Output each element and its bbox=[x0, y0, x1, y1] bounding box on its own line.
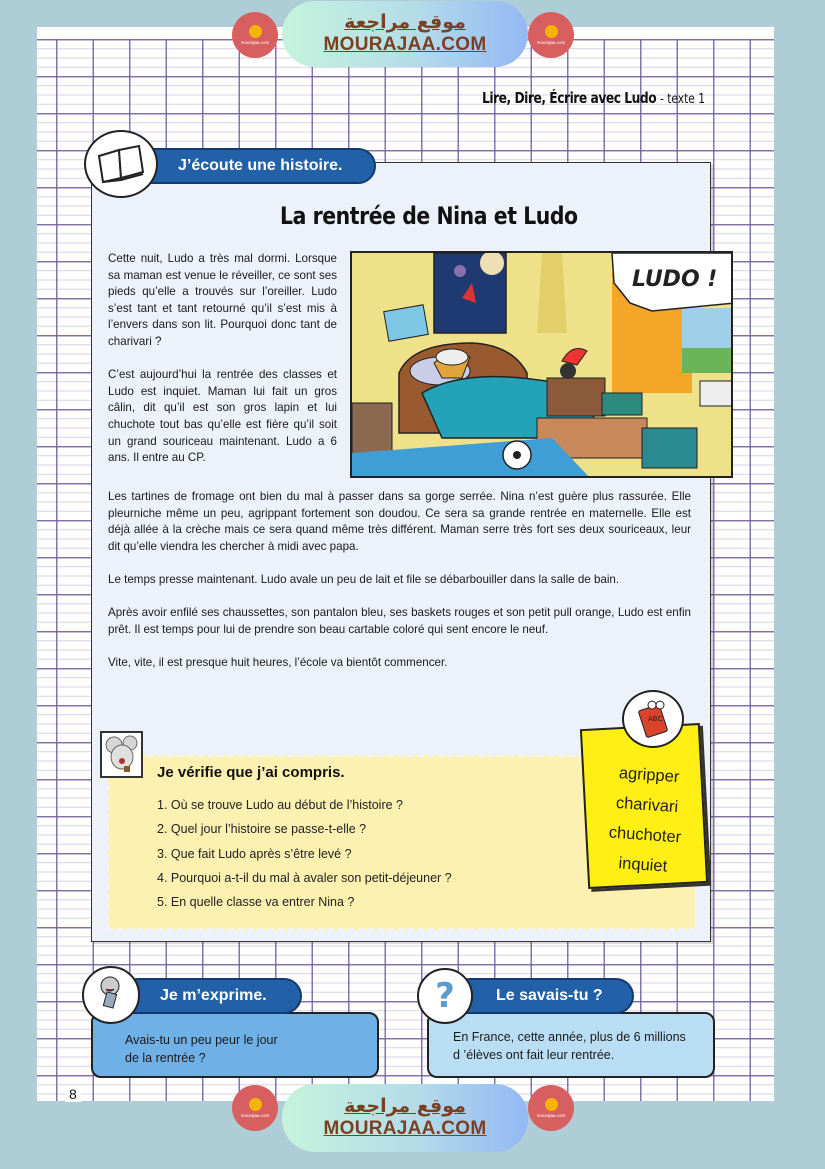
story-paragraph: Vite, vite, il est presque huit heures, l’école va bientôt commencer. bbox=[108, 655, 448, 669]
watermark-badge-left-top: mourajaa.com bbox=[232, 12, 278, 58]
watermark-badge-right-top: mourajaa.com bbox=[528, 12, 574, 58]
question-item: 4. Pourquoi a-t-il du mal à avaler son petit-déjeuner ? bbox=[157, 870, 452, 885]
page-number: 8 bbox=[65, 1086, 81, 1102]
section-listen-header: J’écoute une histoire. bbox=[130, 148, 376, 184]
mouse-icon bbox=[100, 731, 143, 778]
question-item: 3. Que fait Ludo après s’être levé ? bbox=[157, 846, 352, 861]
story-text-left bbox=[108, 251, 337, 467]
logo-icon bbox=[545, 1098, 558, 1111]
vocabulary-words bbox=[592, 757, 700, 884]
vocab-word: inquiet bbox=[617, 854, 668, 876]
question-list bbox=[157, 793, 452, 914]
svg-text:LUDO !: LUDO ! bbox=[632, 267, 718, 292]
question-item: 2. Quel jour l’histoire se passe-t-elle ? bbox=[157, 822, 367, 837]
logo-icon bbox=[545, 25, 558, 38]
did-you-know-text: En France, cette année, plus de 6 millions d ’élèves ont fait leur rentrée. bbox=[453, 1030, 686, 1062]
comprehension-title: Je vérifie que j’ai compris. bbox=[157, 764, 345, 781]
watermark-link[interactable]: MOURAJAA.COM bbox=[323, 34, 487, 55]
section-did-you-know-header: Le savais-tu ? bbox=[452, 978, 634, 1014]
bedroom-illustration bbox=[350, 251, 733, 478]
did-you-know-card bbox=[427, 1012, 715, 1078]
story-paragraph: Après avoir enfilé ses chaussettes, son pantalon bleu, ses baskets rouges et son petit pull orange, Ludo est enfin prêt. Il est temps pour lui de prendre son beau cartable coloré qui sent encore le neuf. bbox=[108, 606, 691, 636]
logo-icon bbox=[249, 1098, 262, 1111]
vocab-word: chuchoter bbox=[608, 823, 682, 847]
open-book-icon bbox=[84, 130, 158, 198]
story-text-full bbox=[108, 489, 691, 672]
logo-icon bbox=[249, 25, 262, 38]
watermark-banner-top[interactable] bbox=[282, 1, 528, 67]
story-paragraph: Cette nuit, Ludo a très mal dormi. Lorsque sa maman est venue le réveiller, ce sont ses pieds qu’elle a trouvés sur l’oreiller. Ludo s’est tant et tant retourné qu’il s’est mis à l’envers dans son lit. Pourquoi donc tant de charivari ? bbox=[108, 252, 337, 348]
story-paragraph: Les tartines de fromage ont bien du mal à passer dans sa gorge serrée. Nina n’est guère plus rassurée. Elle pleurniche même un peu, agrippant fortement son doudou. Ce sera sa grande rentrée en maternelle. Elle est déjà allée à la crèche mais ce sera quand même très différent. Maman serre très fort ses deux souriceaux, leur dit qu’elle viendra les chercher à midi avec papa. bbox=[108, 490, 691, 553]
section-express-header: Je m’exprime. bbox=[120, 978, 302, 1014]
watermark-banner-bottom[interactable] bbox=[282, 1084, 528, 1152]
story-paragraph: Le temps presse maintenant. Ludo avale un peu de lait et file se débarbouiller dans la salle de bain. bbox=[108, 572, 620, 586]
svg-text:ABC: ABC bbox=[648, 715, 663, 723]
watermark-arabic: موقع مراجعة bbox=[344, 1095, 466, 1117]
story-title: La rentrée de Nina et Ludo bbox=[280, 202, 578, 230]
series-title: Lire, Dire, Écrire avec Ludo - texte 1 bbox=[482, 89, 705, 107]
watermark-link[interactable]: MOURAJAA.COM bbox=[323, 1118, 487, 1139]
question-item: 5. En quelle classe va entrer Nina ? bbox=[157, 895, 355, 910]
vocab-word: charivari bbox=[615, 793, 679, 817]
watermark-arabic: موقع مراجعة bbox=[344, 11, 466, 33]
story-paragraph: C’est aujourd’hui la rentrée des classes et Ludo est inquiet. Maman lui fait un gros câlin, dit qu’il est son gros lapin et lui chuchote tout bas qu’elle est fière qu’il soit un grand souriceau maintenant. Ludo a 6 ans. Il entre au CP. bbox=[108, 368, 337, 465]
question-mark-icon: ? bbox=[417, 968, 473, 1024]
microphone-icon bbox=[82, 966, 140, 1024]
express-text: Avais-tu un peu peur le jour de la rentrée ? bbox=[125, 1033, 278, 1065]
question-item: 1. Où se trouve Ludo au début de l’histoire ? bbox=[157, 798, 403, 812]
watermark-badge-right-bottom: mourajaa.com bbox=[528, 1085, 574, 1131]
abc-book-icon bbox=[622, 690, 684, 748]
vocab-word: agripper bbox=[618, 764, 680, 787]
express-card bbox=[91, 1012, 379, 1078]
watermark-badge-left-bottom: mourajaa.com bbox=[232, 1085, 278, 1131]
